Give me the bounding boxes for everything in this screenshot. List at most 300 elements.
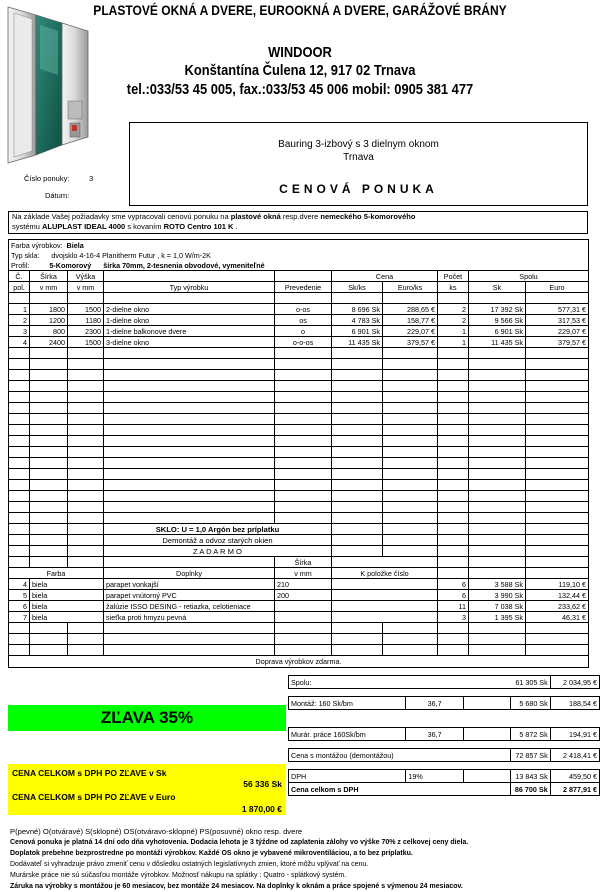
empty-cell [469,414,526,425]
empty-cell [469,392,526,403]
quote-date-label: Dátum: [45,191,70,200]
discount-sk-label: CENA CELKOM s DPH PO ZĽAVE v Sk [12,768,167,778]
empty-cell [275,403,332,414]
empty-cell [104,447,275,458]
empty-cell [438,293,469,304]
empty-cell [383,480,438,491]
acc-total-sk: 3 990 Sk [469,590,526,601]
quote-number-label: Číslo ponuky: [24,174,70,183]
col-count: Počet [438,271,469,282]
spec-glass-label: Typ skla: [11,250,40,260]
empty-cell [383,546,438,557]
item-height: 2300 [68,326,104,337]
empty-cell [68,403,104,414]
empty-cell [9,524,30,535]
quote-title: CENOVÁ PONUKA [279,182,438,196]
empty-cell [9,502,30,513]
totals-table [288,675,600,796]
footer-rights: Dodávateľ si vyhradzuje právo zmeniť cenu v dôsledku ostatných legislatívnych zmien, ktoré môžu vplývať na cenu. [10,861,369,868]
empty-cell [438,480,469,491]
empty-cell [275,480,332,491]
item-count: 2 [438,315,469,326]
totals-murar-label: Murár. práce 160Sk/bm [289,728,406,741]
empty-cell [526,491,589,502]
empty-cell [9,491,30,502]
spec-profile-row [9,260,589,271]
item-type: 3-dielne okno [104,337,275,348]
empty-cell [104,370,275,381]
intro-text-9: . [233,222,238,231]
intro-text-6: ALUPLAST IDEAL 4000 [42,222,126,231]
table-row [9,315,589,326]
empty-cell [68,458,104,469]
totals-murar-qty: 36,7 [406,728,463,741]
empty-cell [332,524,383,535]
empty-cell [30,524,68,535]
empty-cell [68,535,104,546]
empty-cell [275,414,332,425]
spec-color-label: Farba výrobkov: [11,240,63,250]
empty-cell [526,480,589,491]
footer-warranty: Záruka na výrobky s montážou je 60 mesiacov, bez montáže 24 mesiacov. Na doplnky k oknám a práce spojené s výmenou 24 mesiacov. [10,883,463,890]
empty-cell [383,403,438,414]
col-total: Spolu [469,271,589,282]
empty-cell [68,634,104,645]
acc-name: žalúzie ISSO DESING - retiazka, celotieniace [104,601,275,612]
empty-cell [104,513,275,524]
totals-montaz-eur: 188,54 € [550,697,599,710]
totals-montaz-qty: 36,7 [406,697,463,710]
acc-color: biela [30,579,104,590]
empty-cell [275,348,332,359]
acc-total-sk: 3 588 Sk [469,579,526,590]
item-price-eur: 158,77 € [383,315,438,326]
empty-cell [438,634,469,645]
col-height-a: Výška [68,271,104,282]
acc-width [275,601,332,612]
col-price: Cena [332,271,438,282]
empty-cell [438,491,469,502]
empty-cell [438,502,469,513]
empty-row [9,403,589,414]
empty-cell [9,447,30,458]
item-style: o [275,326,332,337]
empty-cell [9,403,30,414]
empty-row [9,392,589,403]
empty-cell [438,403,469,414]
empty-cell [383,524,438,535]
empty-cell [469,634,526,645]
item-total-eur: 577,31 € [526,304,589,315]
empty-cell [104,359,275,370]
acc-row [9,579,589,590]
empty-cell [104,634,275,645]
empty-cell [438,348,469,359]
acc-header-row [9,568,589,579]
empty-cell [104,425,275,436]
discount-banner: ZĽAVA 35% [8,705,286,731]
totals-grand-sk: 86 700 Sk [510,783,550,796]
quote-table-body [9,240,589,668]
empty-cell [469,370,526,381]
item-total-sk: 17 392 Sk [469,304,526,315]
empty-cell [383,293,438,304]
acc-col-width-a: Šírka [275,557,332,568]
empty-cell [469,447,526,458]
empty-cell [438,458,469,469]
note-free: Z A D A R M O [104,546,332,557]
empty-cell [332,623,383,634]
acc-width: 200 [275,590,332,601]
empty-row [9,414,589,425]
spec-profile-label: Profil: [11,260,30,270]
footer-surcharge: Doplatok prebehne bezprostredne po montáži výrobkov. Každé OS okno je vybavené mikroventiláciou, a to bez príplatku. [10,850,413,857]
empty-cell [469,359,526,370]
empty-cell [526,469,589,480]
empty-cell [438,568,469,579]
col-width-b: v mm [30,282,68,293]
empty-cell [469,425,526,436]
col-total-sk: Sk [469,282,526,293]
empty-cell [9,557,30,568]
empty-cell [526,634,589,645]
footer-legend: P(pevné) O(otváravé) S(sklopné) OS(otváravo-sklopné) PS(posuvné) okno resp. dvere [10,827,303,836]
item-price-eur: 288,65 € [383,304,438,315]
empty-cell [30,348,68,359]
empty-cell [275,425,332,436]
totals-murar-blank [463,728,510,741]
empty-cell [383,381,438,392]
item-pol: 3 [9,326,30,337]
item-height: 1500 [68,304,104,315]
empty-cell [383,458,438,469]
empty-cell [104,491,275,502]
acc-row [9,612,589,623]
spec-profile-desc: šírka 70mm, 2-tesnenia obvodové, vymeniteľné [103,260,265,270]
item-total-sk: 9 566 Sk [469,315,526,326]
acc-ref: 6 [9,601,30,612]
empty-cell [104,458,275,469]
empty-cell [9,425,30,436]
empty-cell [9,370,30,381]
empty-row [9,623,589,634]
empty-cell [438,447,469,458]
intro-text-3: resp.dvere [280,212,321,221]
empty-cell [30,491,68,502]
note-sklo: SKLO: U = 1,0 Argón bez príplatku [104,524,332,535]
empty-cell [68,425,104,436]
empty-cell [9,392,30,403]
empty-cell [68,414,104,425]
item-price-sk: 8 696 Sk [332,304,383,315]
empty-cell [9,645,30,656]
empty-row [9,634,589,645]
empty-cell [438,524,469,535]
empty-cell [332,425,383,436]
empty-cell [104,502,275,513]
acc-ref: 7 [9,612,30,623]
empty-row [9,645,589,656]
empty-cell [469,513,526,524]
totals-sum-sk: 61 305 Sk [510,676,550,689]
empty-cell [383,425,438,436]
empty-cell [438,414,469,425]
empty-cell [332,480,383,491]
empty-cell [469,293,526,304]
empty-cell [275,469,332,480]
note-demont: Demontáž a odvoz starých okien [104,535,332,546]
spec-color-row [9,240,589,251]
empty-cell [469,502,526,513]
empty-cell [469,623,526,634]
empty-cell [30,425,68,436]
empty-cell [68,359,104,370]
empty-cell [9,480,30,491]
item-price-sk: 11 435 Sk [332,337,383,348]
quote-number: 3 [89,174,94,183]
acc-header-row [9,557,589,568]
totals-grand-label: Cena celkom s DPH [289,783,511,796]
empty-cell [438,425,469,436]
empty-cell [469,524,526,535]
item-pol: 1 [9,304,30,315]
empty-cell [332,491,383,502]
empty-row [9,348,589,359]
totals-murar-sk: 5 872 Sk [510,728,550,741]
company-name: WINDOOR [268,44,332,61]
empty-cell [526,370,589,381]
empty-cell [30,436,68,447]
col-price-sk: Sk/ks [332,282,383,293]
empty-cell [332,359,383,370]
empty-cell [30,513,68,524]
empty-cell [30,557,68,568]
empty-row [9,480,589,491]
empty-cell [275,458,332,469]
item-style: os [275,315,332,326]
intro-text-1: Na základe Vašej požiadavky sme vypracovali cenovú ponuku na [12,212,231,221]
empty-cell [275,623,332,634]
empty-cell [275,370,332,381]
empty-cell [332,403,383,414]
acc-ref: 5 [9,590,30,601]
empty-cell [383,645,438,656]
empty-cell [275,513,332,524]
empty-cell [438,546,469,557]
empty-cell [9,293,30,304]
table-row [9,326,589,337]
empty-cell [526,546,589,557]
item-width: 800 [30,326,68,337]
empty-cell [9,436,30,447]
spec-color-value: Biela [66,240,84,250]
empty-cell [438,469,469,480]
empty-cell [104,645,275,656]
empty-cell [526,414,589,425]
empty-cell [526,381,589,392]
item-total-eur: 379,57 € [526,337,589,348]
item-height: 1500 [68,337,104,348]
quote-subject [129,138,588,164]
intro-text-2: plastové okná [230,212,281,221]
acc-name: parapet vonkajší [104,579,275,590]
col-height-b: v mm [68,282,104,293]
item-price-eur: 229,07 € [383,326,438,337]
empty-cell [526,436,589,447]
col-type-blank [104,271,275,282]
empty-row [9,502,589,513]
empty-cell [469,645,526,656]
empty-cell [526,447,589,458]
discount-sk-value: 56 336 Sk [243,779,282,789]
note-row [9,535,589,546]
empty-cell [438,645,469,656]
discount-eur-label: CENA CELKOM s DPH PO ZĽAVE v Euro [12,792,176,802]
empty-cell [104,480,275,491]
empty-cell [68,370,104,381]
empty-row [9,425,589,436]
empty-row [9,293,589,304]
col-style: Prevedenie [275,282,332,293]
totals-grand-eur: 2 877,91 € [550,783,599,796]
empty-cell [438,359,469,370]
totals-sum-label: Spolu: [289,676,511,689]
empty-cell [30,480,68,491]
empty-cell [332,447,383,458]
empty-cell [68,513,104,524]
empty-cell [526,513,589,524]
acc-total-eur: 46,31 € [526,612,589,623]
item-total-eur: 317,53 € [526,315,589,326]
empty-cell [104,381,275,392]
totals-with-label: Cena s montážou (demontážou) [289,749,511,762]
item-count: 1 [438,337,469,348]
empty-cell [526,348,589,359]
acc-width [275,612,332,623]
empty-row [9,491,589,502]
empty-cell [332,601,438,612]
empty-cell [332,392,383,403]
acc-count: 6 [438,590,469,601]
empty-cell [30,370,68,381]
col-total-eur: Euro [526,282,589,293]
empty-cell [68,480,104,491]
empty-cell [9,458,30,469]
empty-row [9,458,589,469]
acc-col-ref: K položke číslo [332,568,438,579]
discount-total-box [8,764,286,815]
empty-cell [9,513,30,524]
totals-montaz-label: Montáž: 160 Sk/bm [289,697,406,710]
empty-cell [30,293,68,304]
item-total-eur: 229,07 € [526,326,589,337]
note-row [9,524,589,535]
empty-cell [469,469,526,480]
item-price-sk: 6 901 Sk [332,326,383,337]
empty-cell [332,414,383,425]
empty-cell [469,546,526,557]
empty-cell [332,612,438,623]
empty-cell [469,568,526,579]
empty-cell [469,381,526,392]
col-price-eur: Euro/ks [383,282,438,293]
window-profile-image [6,5,90,165]
empty-cell [68,469,104,480]
empty-cell [30,645,68,656]
empty-cell [68,557,104,568]
empty-cell [383,491,438,502]
empty-cell [383,447,438,458]
acc-color: biela [30,612,104,623]
footer-notes [10,826,595,892]
empty-cell [275,645,332,656]
company-tagline: PLASTOVÉ OKNÁ A DVERE, EUROOKNÁ A DVERE, GARÁŽOVÉ BRÁNY [93,2,507,18]
acc-count: 11 [438,601,469,612]
acc-count: 3 [438,612,469,623]
empty-cell [526,359,589,370]
empty-cell [332,370,383,381]
item-style: o-os [275,304,332,315]
acc-total-eur: 119,10 € [526,579,589,590]
totals-dph-label: DPH [289,770,406,783]
table-row [9,337,589,348]
item-total-sk: 11 435 Sk [469,337,526,348]
acc-count: 6 [438,579,469,590]
empty-cell [383,436,438,447]
totals-sum-eur: 2 034,95 € [550,676,599,689]
item-style: o-o-os [275,337,332,348]
empty-row [9,447,589,458]
footer-validity: Cenová ponuka je platná 14 dní odo dňa vyhotovenia. Dodacia lehota je 3 týždne od zaplatenia zálohy vo výške 70% z celkovej ceny diela. [10,839,469,846]
totals-dph-blank [463,770,510,783]
empty-cell [332,557,438,568]
acc-col-width-b: v mm [275,568,332,579]
col-type: Typ výrobku [104,282,275,293]
empty-cell [383,469,438,480]
empty-cell [526,623,589,634]
empty-row [9,381,589,392]
totals-montaz-sk: 5 680 Sk [510,697,550,710]
empty-cell [469,458,526,469]
empty-cell [383,348,438,359]
empty-cell [526,458,589,469]
empty-cell [104,348,275,359]
empty-row [9,469,589,480]
quote-table [8,239,589,668]
spec-glass-row [9,250,589,260]
empty-cell [332,513,383,524]
spec-profile-value: 5-Komorový [49,260,92,270]
empty-cell [438,392,469,403]
empty-cell [332,645,383,656]
empty-cell [68,348,104,359]
empty-cell [526,535,589,546]
empty-cell [438,370,469,381]
empty-cell [9,623,30,634]
empty-cell [383,359,438,370]
empty-cell [526,293,589,304]
totals-dph-eur: 459,50 € [550,770,599,783]
empty-cell [9,546,30,557]
acc-col-extras: Doplnky [104,568,275,579]
empty-cell [526,568,589,579]
empty-cell [275,491,332,502]
acc-col-color: Farba [9,568,104,579]
col-count-ks: ks [438,282,469,293]
empty-cell [68,645,104,656]
acc-ref: 4 [9,579,30,590]
empty-cell [469,557,526,568]
